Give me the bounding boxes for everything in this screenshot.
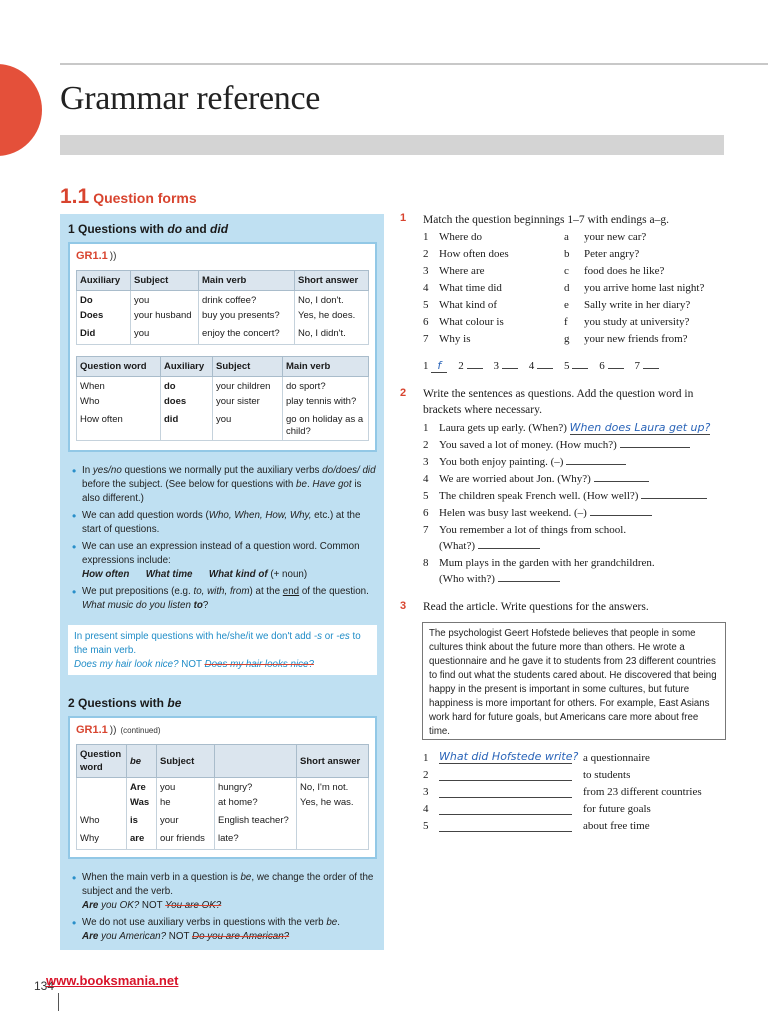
note-text: We do not use auxiliary verbs in questions with the verb <box>82 917 327 928</box>
given-answer: about free time <box>583 820 650 832</box>
table-auxiliary <box>76 270 369 345</box>
ending-letter: a <box>564 231 569 243</box>
col-header: Subject <box>131 271 199 291</box>
table-header-row <box>77 357 369 377</box>
match-row <box>423 282 728 299</box>
part2-heading <box>68 696 181 710</box>
table-row <box>77 814 369 832</box>
table-row <box>77 796 369 814</box>
answer-line[interactable] <box>439 814 572 815</box>
note-text: What kind of <box>208 569 268 580</box>
question-ending: you arrive home last night? <box>584 282 705 294</box>
part1-heading-text: 1 Questions with <box>68 222 168 236</box>
note-text: NOT <box>139 900 166 911</box>
note-box-text: to the main verb. <box>74 631 361 656</box>
note-text: questions we normally put the auxiliary verbs <box>121 465 323 476</box>
table-cell: you <box>213 413 283 441</box>
question-ending: food does he like? <box>584 265 665 277</box>
list-item <box>72 585 378 613</box>
answer-line[interactable] <box>641 488 707 499</box>
notes-list-2 <box>72 871 378 947</box>
table-cell <box>297 814 369 832</box>
col-header: Auxiliary <box>77 271 131 291</box>
note-text: We put prepositions (e.g. <box>82 586 194 597</box>
table-be <box>76 744 369 850</box>
gr-label-text: GR1.1 <box>76 724 108 736</box>
answer-slot[interactable] <box>494 360 518 372</box>
answer-slot[interactable] <box>564 360 588 372</box>
note-text: , we change the order of the subject and the verb. <box>82 872 374 897</box>
answer-line[interactable] <box>566 454 626 465</box>
col-header <box>215 745 297 778</box>
match-row <box>423 265 728 282</box>
table-cell: Are <box>127 778 157 796</box>
note-text: to, with, from <box>193 586 250 597</box>
answer-line[interactable] <box>594 471 649 482</box>
table-cell: go on holiday as a child? <box>283 413 369 441</box>
ending-letter: d <box>564 282 570 294</box>
answer-slot[interactable] <box>529 360 553 372</box>
grammar-panel <box>60 214 384 950</box>
match-row <box>423 248 728 265</box>
header-grey-bar <box>60 135 724 155</box>
table-row <box>77 778 369 796</box>
table-cell <box>77 778 127 796</box>
table-cell: enjoy the concert? <box>199 327 295 345</box>
note-text: do/does/ did <box>322 465 376 476</box>
table-cell: did <box>161 413 213 441</box>
table-cell: No, I don't. <box>295 291 369 309</box>
table-header-row <box>77 745 369 778</box>
table-cell: Why <box>77 832 127 850</box>
question-beginning: Where do <box>439 231 483 243</box>
table-cell: Yes, he does. <box>295 309 369 327</box>
written-answer: What did Hofstede write? <box>439 750 579 763</box>
sentence: Mum plays in the garden with her grandchildren. <box>439 557 655 569</box>
sentence: You saved a lot of money. (How much?) <box>439 439 617 451</box>
footer-rule <box>58 993 59 1011</box>
exercise-3-item <box>423 786 728 803</box>
answer-slot[interactable] <box>599 360 623 372</box>
item-number: 2 <box>423 769 429 781</box>
item-number: 5 <box>423 490 429 502</box>
table-row <box>77 327 369 345</box>
note-box <box>68 625 377 675</box>
table-cell: your children <box>213 377 283 395</box>
table-cell: late? <box>215 832 297 850</box>
note-text: be <box>240 872 252 883</box>
gr-box-2 <box>68 716 377 859</box>
note-text: What time <box>145 569 193 580</box>
answer-number: 2 <box>458 360 464 372</box>
ending-letter: g <box>564 333 570 345</box>
table-header-row <box>77 271 369 291</box>
answer-value: f <box>431 359 447 373</box>
table-cell: buy you presents? <box>199 309 295 327</box>
note-text: ? <box>202 600 209 611</box>
item-number: 2 <box>423 439 429 451</box>
table-cell: How often <box>77 413 161 441</box>
table-row <box>77 377 369 395</box>
answer-number: 6 <box>599 360 605 372</box>
table-cell: your husband <box>131 309 199 327</box>
sentence-bracket: (What?) <box>439 540 476 552</box>
part1-and: and <box>182 222 211 236</box>
col-header: Short answer <box>297 745 369 778</box>
question-beginning: What kind of <box>439 299 498 311</box>
exercise-3-item <box>423 752 728 769</box>
item-number: 7 <box>423 333 429 345</box>
written-answer[interactable]: When does Laura get up? <box>569 421 711 434</box>
match-row <box>423 316 728 333</box>
col-header: Auxiliary <box>161 357 213 377</box>
answer-line[interactable] <box>498 571 560 582</box>
question-ending: Peter angry? <box>584 248 640 260</box>
ending-letter: b <box>564 248 570 260</box>
item-number: 5 <box>423 820 429 832</box>
table-cell: your <box>157 814 215 832</box>
note-box-text: NOT <box>178 659 205 670</box>
note-text: etc.) at the start of questions. <box>82 510 361 535</box>
col-header <box>127 745 157 778</box>
answer-blank <box>608 358 624 369</box>
note-text: you American? <box>98 931 167 942</box>
answer-blank <box>502 358 518 369</box>
table-cell: do sport? <box>283 377 369 395</box>
part1-heading <box>68 222 228 236</box>
part2-heading-text: 2 Questions with <box>68 696 168 710</box>
table-row <box>77 832 369 850</box>
table-cell: Does <box>77 309 131 327</box>
table-cell: hungry? <box>215 778 297 796</box>
match-row <box>423 231 728 248</box>
sentence: We are worried about Jon. (Why?) <box>439 473 591 485</box>
note-text: We can use an expression instead of a question word. Common expressions include: <box>82 541 360 566</box>
exercise-2-instruction: Write the sentences as questions. Add the question word in brackets where necessary. <box>423 388 694 416</box>
question-beginning: How often does <box>439 248 509 260</box>
exercise-1-instruction: Match the question beginnings 1–7 with endings a–g. <box>423 214 669 226</box>
table-cell <box>297 832 369 850</box>
gr-label <box>76 250 116 262</box>
note-box-example: Does my hair look nice? <box>74 659 179 670</box>
note-wrong: You are OK? <box>165 900 222 911</box>
note-text: . <box>306 479 313 490</box>
sentence: You remember a lot of things from school. <box>439 524 627 536</box>
answer-blank <box>572 358 588 369</box>
table-cell: is <box>127 814 157 832</box>
question-beginning: What colour is <box>439 316 504 328</box>
table-cell: you <box>131 327 199 345</box>
note-wrong: Do you are American? <box>192 931 290 942</box>
note-text: be <box>326 917 338 928</box>
item-number: 4 <box>423 803 429 815</box>
item-number: 4 <box>423 282 429 294</box>
answer-line[interactable] <box>590 505 652 516</box>
exercise-3-number: 3 <box>400 600 407 612</box>
note-text: . <box>337 917 340 928</box>
col-header: Subject <box>157 745 215 778</box>
table-cell: English teacher? <box>215 814 297 832</box>
table-cell: our friends <box>157 832 215 850</box>
answer-line[interactable] <box>620 437 690 448</box>
note-text: of the question. <box>299 586 369 597</box>
answer-number: 3 <box>493 360 499 372</box>
decorative-red-circle <box>0 64 42 156</box>
note-text: In <box>82 465 93 476</box>
table-cell: Did <box>77 327 131 345</box>
answer-blank <box>537 358 553 369</box>
given-answer: for future goals <box>583 803 651 815</box>
match-row <box>423 333 728 350</box>
ending-letter: e <box>564 299 569 311</box>
gr-label-text: GR1.1 <box>76 250 108 262</box>
note-box-text: In present simple questions with he/she/it we don't add <box>74 631 314 642</box>
answer-line[interactable] <box>439 763 572 764</box>
continued-label: (continued) <box>120 726 161 735</box>
table-cell: Was <box>127 796 157 814</box>
col-header: Question word <box>77 745 127 778</box>
list-item <box>72 464 378 506</box>
item-number: 1 <box>423 422 429 434</box>
answer-line[interactable] <box>478 538 540 549</box>
item-number: 3 <box>423 265 429 277</box>
page-title: Grammar reference <box>60 80 321 117</box>
answer-number: 7 <box>634 360 640 372</box>
item-number: 3 <box>423 786 429 798</box>
answer-blank <box>467 358 483 369</box>
speaker-icon[interactable]: )) <box>109 725 117 736</box>
note-text: Have got <box>312 479 352 490</box>
note-text: Are <box>82 931 99 942</box>
col-header: Question word <box>77 357 161 377</box>
item-number: 3 <box>423 456 429 468</box>
note-text: (+ noun) <box>267 569 308 580</box>
table-cell: are <box>127 832 157 850</box>
table-cell: you <box>131 291 199 309</box>
answer-line[interactable] <box>439 780 572 781</box>
exercise-3-item <box>423 769 728 786</box>
exercise-1-number: 1 <box>400 212 407 224</box>
table-question-word <box>76 356 369 441</box>
exercise-3-item <box>423 820 728 837</box>
exercise-3-item <box>423 803 728 820</box>
part1-do: do <box>167 222 183 236</box>
question-ending: you study at university? <box>584 316 690 328</box>
table-cell: Yes, he was. <box>297 796 369 814</box>
note-text: before the subject. (See below for questions with <box>82 479 297 490</box>
note-text: is also different.) <box>82 479 362 504</box>
table-row <box>77 395 369 413</box>
section-heading <box>60 185 197 209</box>
item-number: 1 <box>423 752 429 764</box>
table-cell: No, I didn't. <box>295 327 369 345</box>
table-cell: No, I'm not. <box>297 778 369 796</box>
answer-slot[interactable] <box>458 360 482 372</box>
note-box-text: or <box>322 631 337 642</box>
list-item <box>72 916 378 944</box>
answer-number: 4 <box>528 360 535 372</box>
question-ending: your new car? <box>584 231 647 243</box>
note-text: Who, When, How, Why, <box>208 510 312 521</box>
table-cell: at home? <box>215 796 297 814</box>
article-box: The psychologist Geert Hofstede believes that people in some cultures think about the future more than others. He wrote a questionnaire and he gave it to students from 23 different countries to find out what the students cared about. He discovered that being happy in the present is important in some cultures, but future happiness is more important for others. For example, East Asians work hard for future goals, but Americans care more about free time. <box>422 622 726 740</box>
note-text: NOT <box>166 931 192 942</box>
col-header-be: be <box>130 755 142 767</box>
sentence: The children speak French well. (How well?) <box>439 490 639 502</box>
note-text: What music do you listen <box>82 600 194 611</box>
note-box-text: -s <box>313 631 323 642</box>
exercise-3-instruction: Read the article. Write questions for the answers. <box>423 601 649 613</box>
note-text: end <box>282 586 300 597</box>
answer-line[interactable] <box>439 831 572 832</box>
part1-did: did <box>210 222 229 236</box>
section-number: 1.1 <box>60 185 90 208</box>
item-number: 7 <box>423 524 429 536</box>
sentence: Helen was busy last weekend. (–) <box>439 507 587 519</box>
table-row <box>77 309 369 327</box>
footer-link[interactable]: www.booksmania.net <box>46 973 179 988</box>
item-number: 6 <box>423 507 429 519</box>
note-text: yes/no <box>92 465 122 476</box>
note-box-text: -es <box>336 631 350 642</box>
note-box-wrong: Does my hair looks nice? <box>204 659 314 670</box>
item-number: 4 <box>423 473 429 485</box>
answer-line[interactable] <box>439 797 572 798</box>
gr-label <box>76 724 161 736</box>
sentence: Laura gets up early. (When?) <box>439 422 567 434</box>
note-text: Are <box>82 900 99 911</box>
table-row <box>77 291 369 309</box>
question-beginning: What time did <box>439 282 502 294</box>
table-cell: your sister <box>213 395 283 413</box>
table-cell: drink coffee? <box>199 291 295 309</box>
item-number: 5 <box>423 299 429 311</box>
speaker-icon[interactable]: )) <box>109 251 117 262</box>
table-cell: Do <box>77 291 131 309</box>
note-text: to <box>193 600 203 611</box>
ending-letter: f <box>564 316 568 328</box>
table-cell: he <box>157 796 215 814</box>
section-title: Question forms <box>93 190 197 206</box>
list-item <box>72 540 378 582</box>
top-rule <box>60 63 768 65</box>
gr-box-1 <box>68 242 377 452</box>
note-text: We can add question words ( <box>82 510 209 521</box>
note-text: be <box>296 479 307 490</box>
ending-letter: c <box>564 265 569 277</box>
table-cell: you <box>157 778 215 796</box>
match-row <box>423 299 728 316</box>
table-cell: Who <box>77 814 127 832</box>
match-answers <box>423 358 670 373</box>
given-answer: from 23 different countries <box>583 786 702 798</box>
exercise-2-number: 2 <box>400 387 407 399</box>
list-item <box>72 509 378 537</box>
note-text: you OK? <box>98 900 140 911</box>
col-header: Subject <box>213 357 283 377</box>
col-header: Main verb <box>283 357 369 377</box>
col-header: Short answer <box>295 271 369 291</box>
list-item <box>72 871 378 913</box>
answer-blank <box>643 358 659 369</box>
answer-number: 1 <box>423 360 429 372</box>
table-cell: do <box>161 377 213 395</box>
item-number: 6 <box>423 316 429 328</box>
note-text: When the main verb in a question is <box>82 872 241 883</box>
item-number: 8 <box>423 557 429 569</box>
note-text: ) at the <box>249 586 283 597</box>
part2-be: be <box>167 696 182 710</box>
table-cell: does <box>161 395 213 413</box>
item-number: 2 <box>423 248 429 260</box>
page-number: 134 <box>34 979 55 993</box>
question-ending: Sally write in her diary? <box>584 299 691 311</box>
table-cell: play tennis with? <box>283 395 369 413</box>
sentence: You both enjoy painting. (–) <box>439 456 564 468</box>
given-answer: to students <box>583 769 631 781</box>
col-header: Main verb <box>199 271 295 291</box>
sentence-bracket: (Who with?) <box>439 573 495 585</box>
answer-slot[interactable] <box>423 360 447 372</box>
table-cell <box>77 796 127 814</box>
note-text: How often <box>82 569 130 580</box>
question-ending: your new friends from? <box>584 333 688 345</box>
question-beginning: Where are <box>439 265 485 277</box>
table-row <box>77 413 369 441</box>
answer-slot[interactable] <box>635 360 659 372</box>
answer-number: 5 <box>564 360 570 372</box>
item-number: 1 <box>423 231 429 243</box>
table-cell: Who <box>77 395 161 413</box>
table-cell: When <box>77 377 161 395</box>
question-beginning: Why is <box>439 333 471 345</box>
notes-list-1 <box>72 464 378 616</box>
given-answer: a questionnaire <box>583 752 650 764</box>
